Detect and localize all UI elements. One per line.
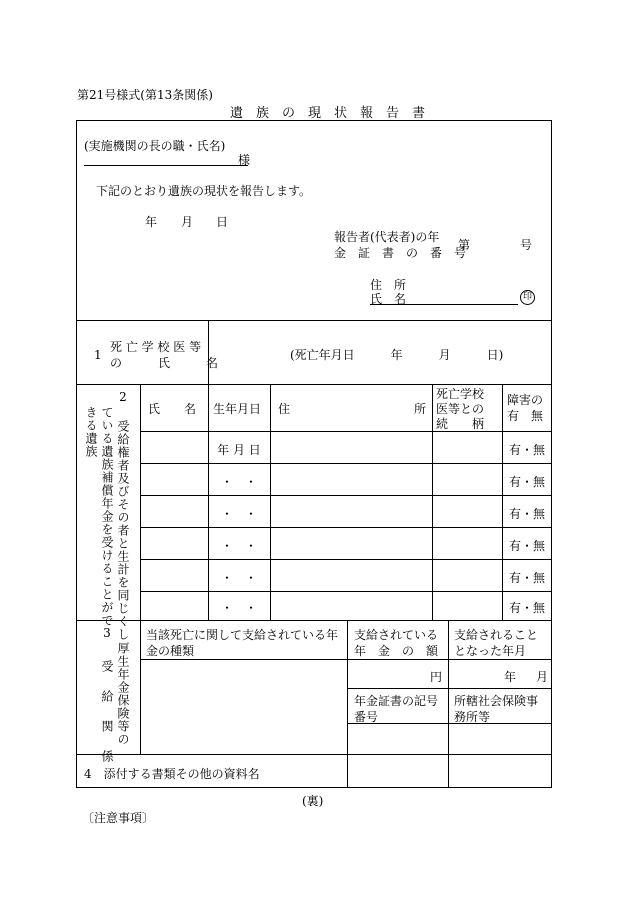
addressee-label: (実施機関の長の職・氏名) [84, 139, 226, 153]
sec1-top-line [76, 320, 552, 321]
name-label: 氏 名 [370, 292, 407, 306]
sec3-header-bottom [140, 659, 552, 660]
address-label: 住 所 [370, 278, 407, 292]
reporter-cert-label-1: 報告者(代表者)の年 [334, 230, 440, 244]
start-label-2: となった年月 [454, 644, 527, 658]
row-5-birth[interactable]: ・ ・ [220, 571, 257, 585]
start-year: 年 [504, 670, 517, 684]
addressee-line[interactable] [84, 165, 248, 166]
date-day: 日 [216, 215, 229, 229]
office-label-2: 務所等 [454, 710, 491, 724]
sec2-row-line-5 [140, 591, 552, 592]
row-1-disability[interactable]: 有・無 [508, 443, 545, 457]
sec2-row-line-4 [140, 559, 552, 560]
date-year: 年 [145, 215, 158, 229]
header-address-2: 所 [414, 402, 427, 416]
header-relation-1: 死亡学校 [436, 387, 485, 401]
sama-label: 様 [238, 153, 251, 167]
sec2-vertical-label-c: きる遺族 [84, 406, 98, 458]
header-disability-1: 障害の [507, 393, 544, 407]
row-3-birth[interactable]: ・ ・ [220, 507, 257, 521]
header-address-1: 住 [278, 402, 291, 416]
form-code: 第21号様式(第13条関係) [77, 88, 213, 102]
sec1-death-date: (死亡年月日 年 月 日) [290, 348, 504, 362]
amount-label-2: 年 金 の 額 [354, 644, 439, 658]
pension-type-label-1: 当該死亡に関して支給されている年 [146, 628, 339, 642]
header-relation-2: 医等との [436, 402, 485, 416]
sec2-header-bottom [140, 431, 552, 432]
sec2-row-line-3 [140, 527, 552, 528]
cert-go: 号 [520, 238, 533, 252]
office-label-1: 所轄社会保険事 [454, 694, 539, 708]
date-month: 月 [181, 215, 194, 229]
page-title: 遺 族 の 現 状 報 告 書 [230, 106, 426, 121]
sec3-label-divider [140, 620, 141, 754]
sec3-col-amount [347, 620, 348, 788]
sec2-vertical-label-b: ている遺族補償年金を受けることがで [100, 406, 114, 627]
sec3-col-start [448, 620, 449, 788]
header-disability-2: 有 無 [507, 409, 544, 423]
back-label: (裏) [302, 794, 324, 808]
sec1-number: 1 [94, 348, 102, 362]
sec2-vertical-label-a: 2 受給権者及びその者と生計を同じくし [116, 390, 130, 641]
header-name: 氏 名 [148, 402, 197, 416]
row-6-birth[interactable]: ・ ・ [220, 601, 257, 615]
reporter-cert-label-2: 金 証 書 の 番 号 [334, 246, 467, 260]
row-3-disability[interactable]: 有・無 [508, 507, 545, 521]
sec3-top-line [76, 620, 552, 621]
sec3-vertical-label-a: 3 受 給 関 係 [100, 626, 114, 765]
sec2-row-line-2 [140, 495, 552, 496]
sec3-vertical-label-b: 厚生年金保険等の [116, 642, 130, 746]
sec2-col-address [270, 384, 271, 620]
sec2-row-line-1 [140, 463, 552, 464]
intro-text: 下記のとおり遺族の現状を報告します。 [96, 184, 312, 198]
header-relation-3: 続 柄 [436, 417, 485, 431]
sec4-top-line [76, 754, 552, 755]
header-birth: 生年月日 [213, 402, 262, 416]
row-1-birth[interactable]: 年 月 日 [217, 443, 261, 457]
notes-label: 〔注意事項〕 [82, 811, 155, 825]
pension-type-label-2: 金の種類 [146, 644, 195, 658]
row-2-birth[interactable]: ・ ・ [220, 475, 257, 489]
sec1-label-2: の 氏 名 [110, 356, 219, 370]
sec2-label-divider [140, 384, 141, 620]
cert-symbol-label-1: 年金証書の記号 [354, 694, 439, 708]
sec3-cert-line [347, 723, 552, 724]
name-line[interactable] [370, 304, 518, 305]
row-6-disability[interactable]: 有・無 [508, 601, 545, 615]
cert-symbol-label-2: 番号 [354, 710, 379, 724]
sec4-label: 4 添付する書類その他の資料名 [84, 767, 260, 781]
start-label-1: 支給されること [454, 628, 539, 642]
row-5-disability[interactable]: 有・無 [508, 571, 545, 585]
row-4-birth[interactable]: ・ ・ [220, 539, 257, 553]
row-4-disability[interactable]: 有・無 [508, 539, 545, 553]
row-2-disability[interactable]: 有・無 [508, 475, 545, 489]
sec3-mid-line [347, 688, 552, 689]
sec1-label-1: 死 亡 学 校 医 等 [110, 340, 202, 354]
start-month: 月 [536, 670, 549, 684]
seal-icon: 印 [520, 290, 535, 305]
sec2-col-relation [432, 384, 433, 620]
cert-dai: 第 [458, 238, 471, 252]
sec1-divider [208, 320, 209, 384]
amount-yen: 円 [430, 670, 443, 684]
amount-label-1: 支給されている [354, 628, 439, 642]
